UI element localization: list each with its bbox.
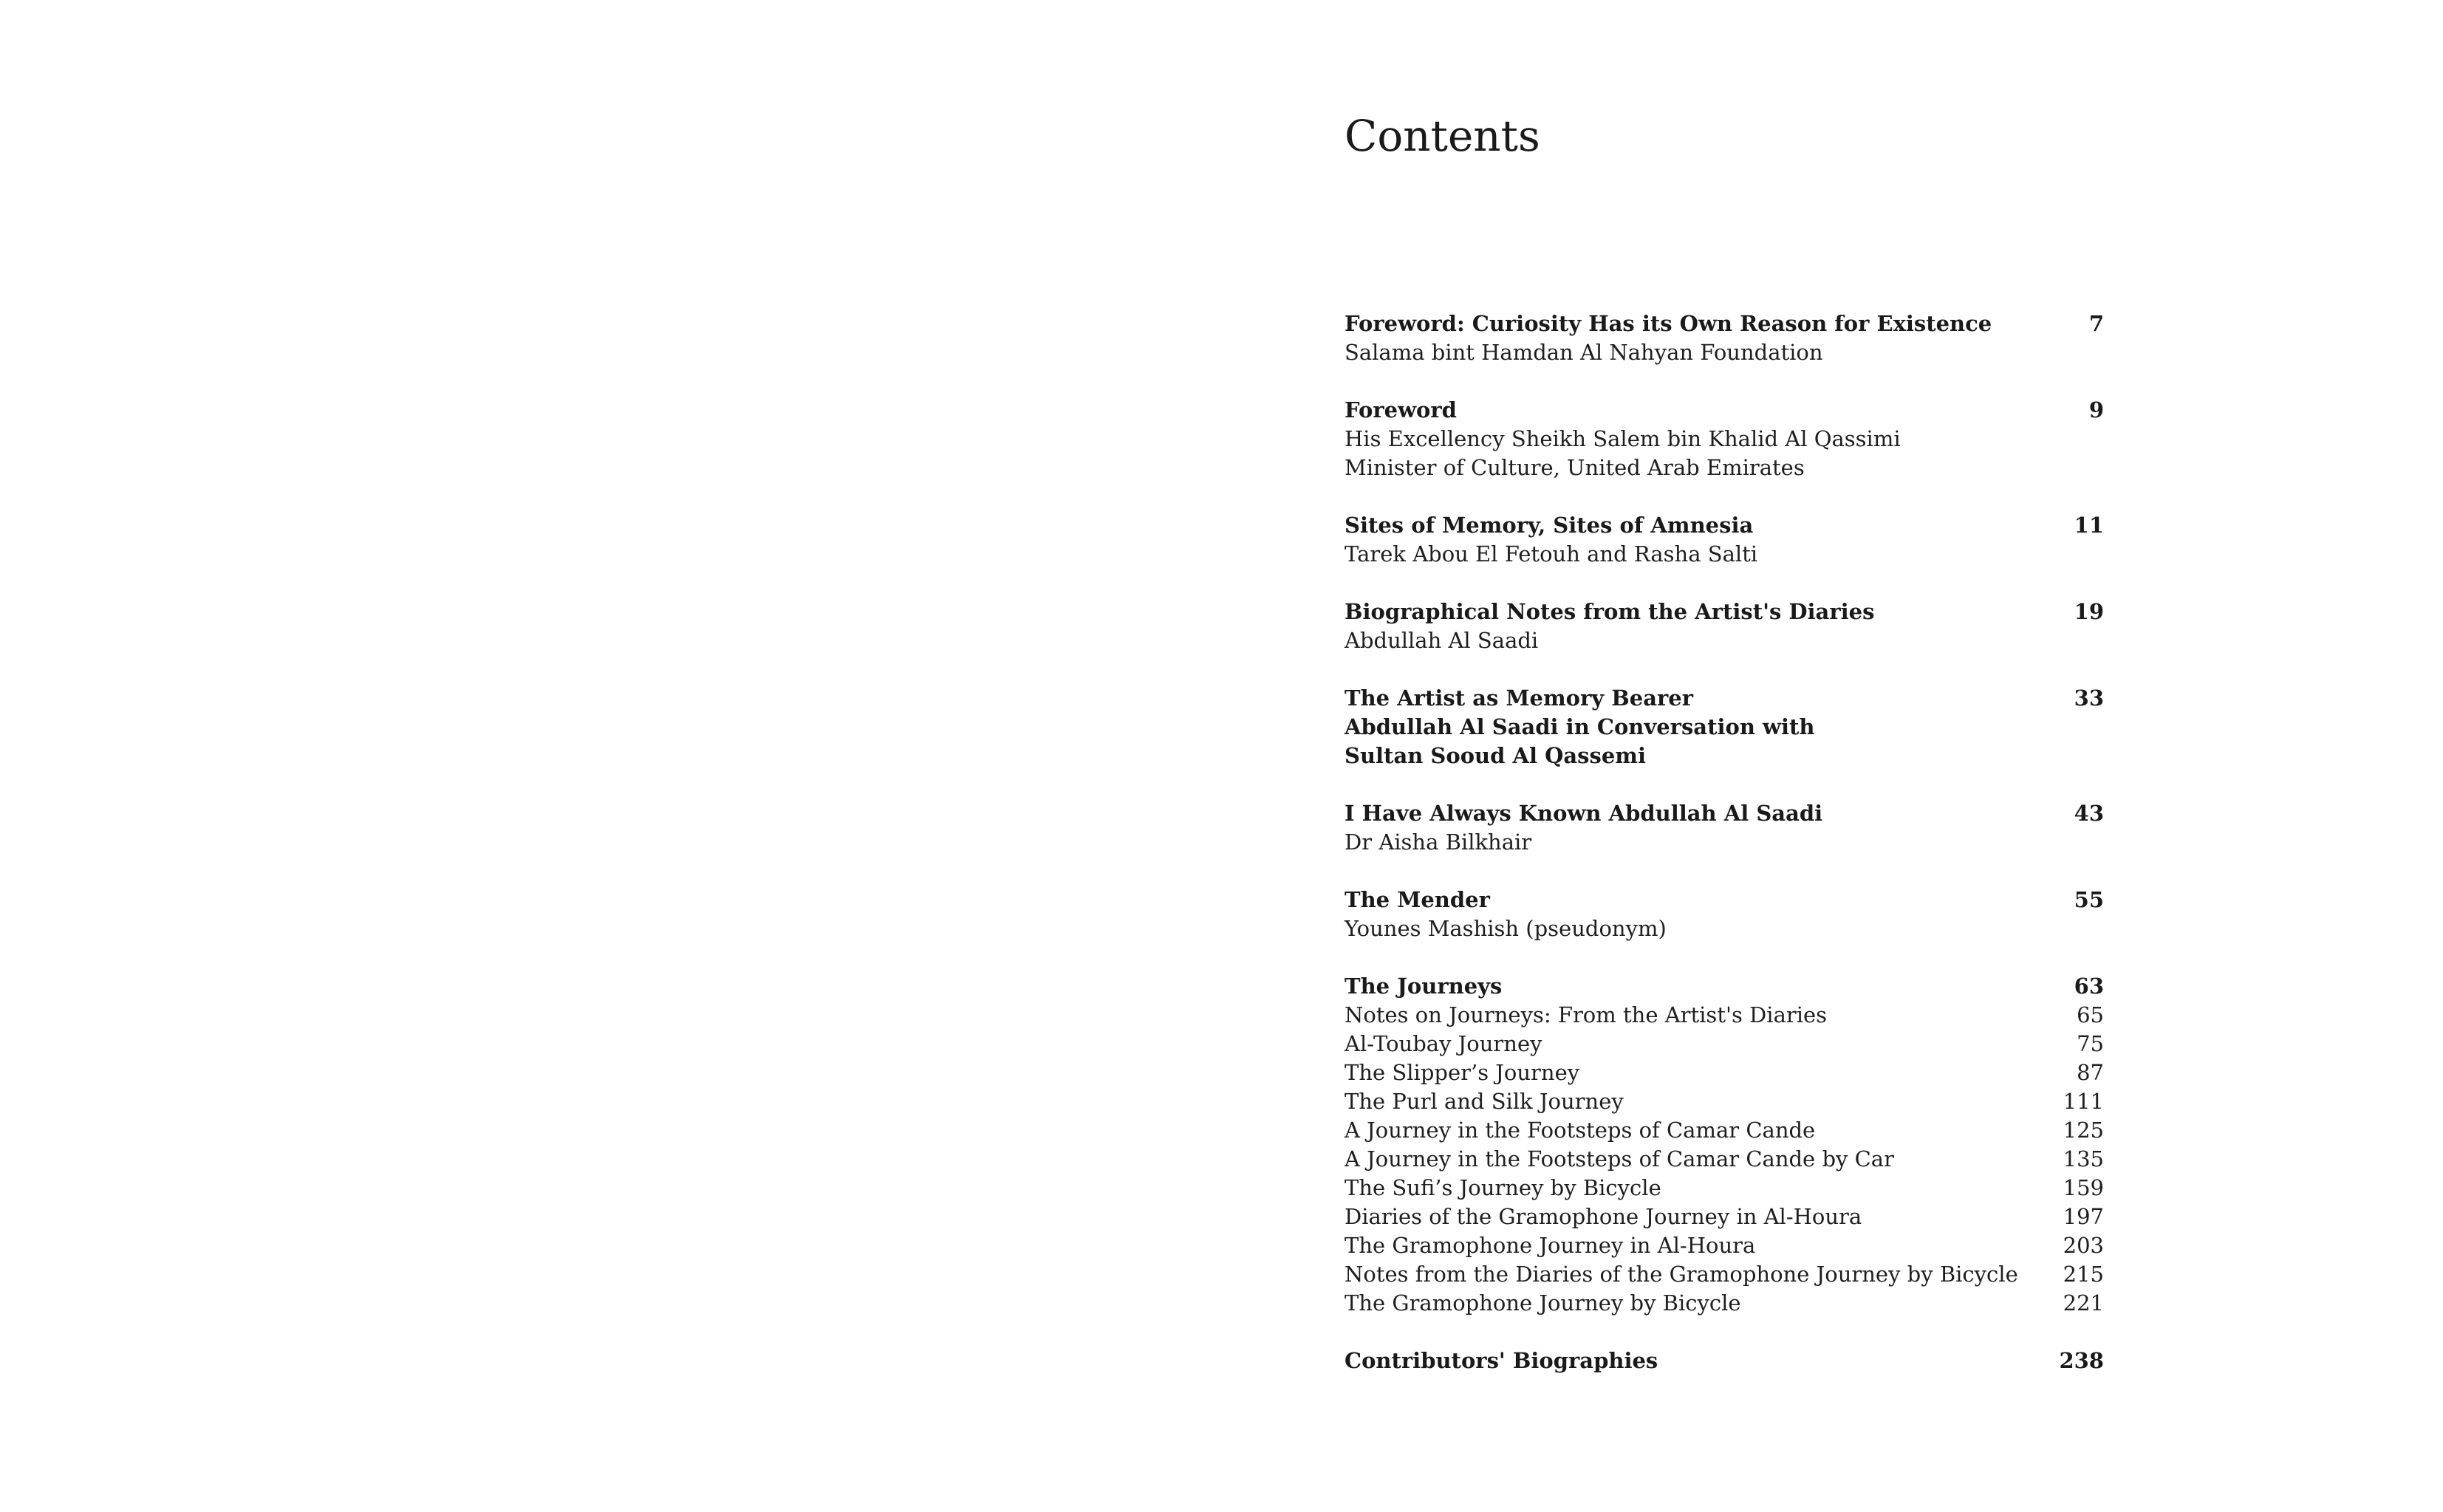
toc-entry-heading[interactable]: [1344, 972, 2104, 1001]
toc-entry-heading[interactable]: [1344, 799, 2104, 828]
toc-page-number: 159: [2063, 1175, 2104, 1200]
toc-subentry-title: Notes on Journeys: From the Artist's Diaries: [1344, 1002, 1828, 1027]
toc-subentry[interactable]: [1344, 1116, 2104, 1145]
toc-subentry[interactable]: [1344, 1030, 2104, 1058]
toc-entry: [1344, 396, 2104, 482]
toc-entry-title: Foreword: [1344, 397, 1457, 423]
toc-page-number: 11: [2074, 513, 2104, 538]
toc-subentry[interactable]: [1344, 1260, 2104, 1289]
toc-page-number: 33: [2074, 685, 2104, 711]
toc-entry-heading[interactable]: [1344, 511, 2104, 540]
toc-page-number: 7: [2088, 311, 2104, 336]
toc-page-number: 55: [2074, 887, 2104, 912]
toc-page-number: 63: [2074, 974, 2104, 999]
toc-subentry-title: The Slipper’s Journey: [1344, 1060, 1580, 1085]
toc-page-number: 215: [2063, 1262, 2104, 1287]
toc-entry-heading[interactable]: [1344, 1347, 2104, 1375]
toc-entry-heading[interactable]: [1344, 684, 2104, 713]
toc-subentry-title: The Purl and Silk Journey: [1344, 1089, 1624, 1114]
toc-entry-heading[interactable]: [1344, 598, 2104, 626]
toc-entry-author: Salama bint Hamdan Al Nahyan Foundation: [1344, 340, 1823, 365]
toc-entry-title: The Journeys: [1344, 974, 1503, 999]
toc-entry-author: His Excellency Sheikh Salem bin Khalid Al Qassimi: [1344, 426, 1901, 451]
toc-page-number: 87: [2077, 1060, 2104, 1085]
toc-subentry-title: Notes from the Diaries of the Gramophone Journey by Bicycle: [1344, 1262, 2018, 1287]
toc-page-number: 221: [2063, 1290, 2104, 1316]
toc-subentry-title: The Sufi’s Journey by Bicycle: [1344, 1175, 1661, 1200]
toc-page-number: 135: [2063, 1146, 2104, 1171]
toc-subentry-title: Diaries of the Gramophone Journey in Al-Houra: [1344, 1204, 1862, 1229]
toc-subentry[interactable]: [1344, 1289, 2104, 1318]
toc-subentry-title: The Gramophone Journey by Bicycle: [1344, 1290, 1741, 1316]
table-of-contents: [1344, 309, 2104, 1375]
toc-entry-subtitle: Abdullah Al Saadi in Conversation with: [1344, 714, 1815, 739]
toc-entry-title: Sites of Memory, Sites of Amnesia: [1344, 513, 1754, 538]
toc-entry-author: Minister of Culture, United Arab Emirates: [1344, 455, 1805, 480]
toc-entry-heading[interactable]: [1344, 309, 2104, 338]
toc-entry-author: Dr Aisha Bilkhair: [1344, 829, 1532, 855]
toc-entry-title: Contributors' Biographies: [1344, 1348, 1658, 1373]
toc-subentry[interactable]: [1344, 1231, 2104, 1260]
toc-page-number: 65: [2077, 1002, 2104, 1027]
toc-subentry[interactable]: [1344, 1145, 2104, 1174]
page-title: Contents: [1344, 111, 1540, 161]
toc-entry: [1344, 598, 2104, 655]
toc-entry-title: I Have Always Known Abdullah Al Saadi: [1344, 801, 1823, 826]
toc-entry-journeys: [1344, 972, 2104, 1318]
toc-entry-title: The Mender: [1344, 887, 1490, 912]
toc-entry-heading[interactable]: [1344, 396, 2104, 425]
toc-entry-author: Tarek Abou El Fetouh and Rasha Salti: [1344, 541, 1758, 567]
toc-entry: [1344, 684, 2104, 770]
toc-entry-author: Younes Mashish (pseudonym): [1344, 916, 1667, 941]
toc-page-number: 125: [2063, 1118, 2104, 1143]
toc-entry-title: Foreword: Curiosity Has its Own Reason for Existence: [1344, 311, 1992, 336]
toc-subentry-title: Al-Toubay Journey: [1344, 1031, 1542, 1056]
toc-subentry[interactable]: [1344, 1001, 2104, 1030]
toc-subentry-title: The Gramophone Journey in Al-Houra: [1344, 1233, 1756, 1258]
toc-page-number: 19: [2074, 599, 2104, 624]
toc-subentry[interactable]: [1344, 1058, 2104, 1087]
toc-subentry[interactable]: [1344, 1174, 2104, 1203]
toc-page-number: 43: [2074, 801, 2104, 826]
toc-subentry-title: A Journey in the Footsteps of Camar Cande: [1344, 1118, 1816, 1143]
toc-subentry[interactable]: [1344, 1087, 2104, 1116]
toc-subentry-title: A Journey in the Footsteps of Camar Cande by Car: [1344, 1146, 1894, 1171]
toc-page-number: 238: [2059, 1348, 2104, 1373]
toc-page-number: 203: [2063, 1233, 2104, 1258]
toc-entry: [1344, 511, 2104, 569]
toc-entry: [1344, 309, 2104, 367]
toc-entry-title: The Artist as Memory Bearer: [1344, 685, 1694, 711]
toc-entry: [1344, 799, 2104, 857]
toc-entry-title: Biographical Notes from the Artist's Diaries: [1344, 599, 1875, 624]
toc-entry: [1344, 1347, 2104, 1375]
toc-entry-subtitle: Sultan Sooud Al Qassemi: [1344, 743, 1646, 768]
toc-entry-heading[interactable]: [1344, 886, 2104, 914]
toc-page-number: 197: [2063, 1204, 2104, 1229]
toc-entry-author: Abdullah Al Saadi: [1344, 628, 1539, 653]
toc-page-number: 75: [2077, 1031, 2104, 1056]
toc-page-number: 111: [2063, 1089, 2104, 1114]
toc-entry: [1344, 886, 2104, 943]
toc-page-number: 9: [2088, 397, 2104, 423]
toc-subentry[interactable]: [1344, 1203, 2104, 1231]
